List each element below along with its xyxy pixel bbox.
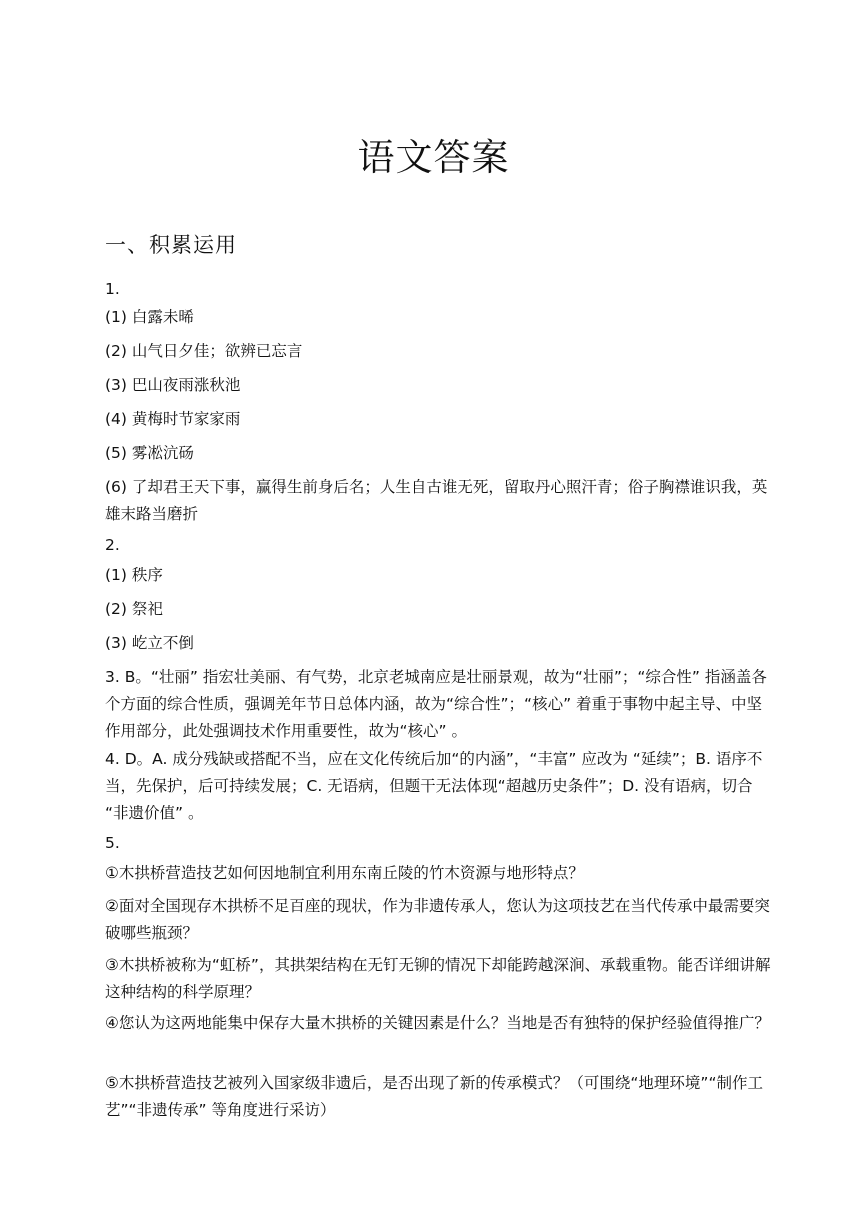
q1-answer-3: (3) 巴山夜雨涨秋池 bbox=[105, 376, 241, 394]
q5-question-5: ⑤木拱桥营造技艺被列入国家级非遗后，是否出现了新的传承模式？（可围绕“地理环境”“制作工艺”“非遗传承” 等角度进行采访） bbox=[105, 1074, 763, 1119]
page-title: 语文答案 bbox=[357, 136, 510, 179]
q5-question-2: ②面对全国现存木拱桥不足百座的现状，作为非遗传承人，您认为这项技艺在当代传承中最需要突破哪些瓶颈？ bbox=[105, 897, 770, 942]
q5-question-1: ①木拱桥营造技艺如何因地制宜利用东南丘陵的竹木资源与地形特点？ bbox=[105, 864, 584, 882]
q1-answer-5: (5) 雾凇沆砀 bbox=[105, 444, 194, 462]
q5-question-3: ③木拱桥被称为“虹桥”，其拱架结构在无钉无铆的情况下却能跨越深涧、承载重物。能否详细讲解这种结构的科学原理？ bbox=[105, 956, 771, 1001]
q1-answer-1: (1) 白露未晞 bbox=[105, 308, 194, 326]
q1-answer-6: (6) 了却君王天下事，赢得生前身后名；人生自古谁无死，留取丹心照汗青；俗子胸襟谁识我，英雄末路当磨折 bbox=[105, 478, 768, 523]
q2-answer-1: (1) 秩序 bbox=[105, 566, 163, 584]
q2-answer-3: (3) 屹立不倒 bbox=[105, 634, 194, 652]
q5-question-4: ④您认为这两地能集中保存大量木拱桥的关键因素是什么？当地是否有独特的保护经验值得推广？ bbox=[105, 1014, 770, 1032]
q1-number: 1. bbox=[105, 280, 120, 298]
q5-number: 5. bbox=[105, 834, 120, 852]
section-heading: 一、积累运用 bbox=[105, 233, 237, 257]
q2-number: 2. bbox=[105, 536, 120, 554]
q3-answer: 3. B。“壮丽” 指宏壮美丽、有气势，北京老城南应是壮丽景观，故为“壮丽”；“综合性” 指涵盖各个方面的综合性质，强调羌年节日总体内涵，故为“综合性”；“核心” 着重于事物中起主导、中坚作用部分，此处强调技术作用重要性，故为“核心” 。 bbox=[105, 668, 767, 740]
q2-answer-2: (2) 祭祀 bbox=[105, 600, 163, 618]
q1-answer-4: (4) 黄梅时节家家雨 bbox=[105, 410, 241, 428]
q4-answer: 4. D。A. 成分残缺或搭配不当，应在文化传统后加“的内涵”，“丰富” 应改为 “延续”；B. 语序不当，先保护，后可持续发展；C. 无语病，但题干无法体现“超越历史条件”；D. 没有语病，切合 “非遗价值” 。 bbox=[105, 750, 763, 822]
q1-answer-2: (2) 山气日夕佳；欲辨已忘言 bbox=[105, 342, 303, 360]
